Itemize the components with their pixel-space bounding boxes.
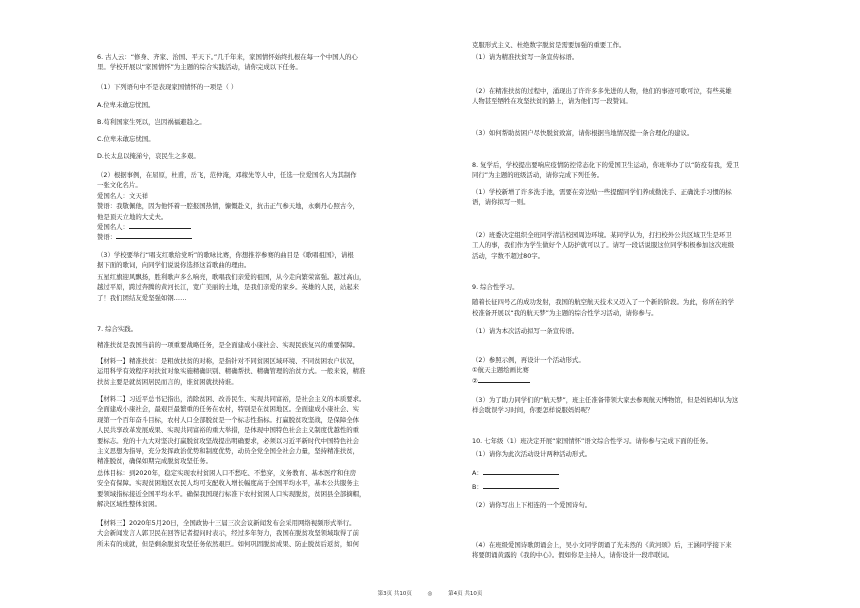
q9-stem-line-2: 校准备开展以“我的航天梦”为主题的综合性学习活动，请你参与。 (472, 308, 658, 317)
q8-sub1 (472, 187, 818, 208)
q6-lyrics-line-2: 越过平原，跨过奔腾的黄河长江，宽广美丽的土地，是我们亲爱的家乡。英雄的人民，站起来 (97, 283, 360, 292)
q9-stem-line-1: 随着长征四号乙的成功发射，我国的航空航天技术又迈入了一个新的阶段。为此，你所在的学 (472, 298, 735, 307)
q7-m2-line-7: 精准脱贫，确保如期完成脱贫攻坚任务。 (97, 457, 213, 466)
q9-example-1: ①航天主题绘画比赛 (472, 366, 529, 375)
q6-option-a: A.位卑未敢忘忧国。 (97, 101, 155, 109)
q7-m2-line-6: 主义思想为指导，充分发挥政治优势和制度优势，动员全党全国全社会力量，坚持精准扶贫， (97, 447, 360, 456)
q7-sub3 (472, 128, 818, 138)
q7-sub2 (472, 86, 818, 107)
q7-sub2-line-1: （2）在精准扶贫的过程中，涌现出了许许多多先进的人物，他们的事迹可歌可泣，有些英雄 (472, 87, 732, 95)
q6-sub3-line-2: 据下面的歌词，向同学们说说你选择这首歌曲的理由。 (97, 261, 251, 270)
q6-blank-praise-label: 赞语： (97, 233, 117, 242)
q6-sub1-text: （1）下列语句中不是表现家国情怀的一项是（ ） (97, 83, 238, 91)
q10-stem: 10. 七年级（1）班决定开展“家国情怀”语文综合性学习。请你参与完成下面的任务。 (472, 437, 713, 445)
q9-sub1-line: （1）请为本次活动拟写一条宣传语。 (472, 327, 579, 335)
q9-example-2-line[interactable] (478, 376, 530, 383)
q10-answer-b-label: B： (472, 483, 483, 492)
q10-sub2 (472, 500, 818, 510)
question-6 (97, 52, 427, 73)
q9-sub3-line-2: 样会耽误学习时间，你要怎样说服妈妈呢？ (472, 406, 594, 415)
q7-sub3-line: （3）如何帮助贫困户尽快脱贫致富，请你根据当地情况提一条合理化的建议。 (472, 129, 694, 137)
q6-option-d: D.长太息以掩涕兮，哀民生之多艰。 (97, 152, 200, 160)
q7-m3-line-1: 【材料三】2020年5月20日，全国政协十三届三次会议新闻发布会采用网络视频形式举行。 (97, 519, 356, 527)
q8-stem-line-1: 8. 复学后，学校提出要响应疫情防控常态化下的爱国卫生运动，你班举办了以“防疫有我，爱卫 (472, 161, 740, 169)
q7-m3-line-3: 所未有的成就，但是剩余脱贫攻坚任务依然艰巨。如何巩固脱贫成果、防止脱贫后返贫，如何 (97, 539, 360, 548)
q6-sample-praise-2: 他是顶天立地的大丈夫。 (97, 212, 168, 221)
q6-stem-line-2: 里。学校开展以“家国情怀”为主题的综合实践活动，请你完成以下任务。 (97, 63, 302, 72)
q6-blank-name-line[interactable] (129, 222, 191, 229)
q10-answer-b-row (472, 482, 818, 492)
q7-material-2 (97, 394, 427, 467)
q9-sub3-line-1: （3）为了助力同学们的“航天梦”，班主任准备带领大家去参观航天博物馆，但是妈妈却认为这 (472, 396, 739, 404)
q9-example-2-row (472, 376, 818, 386)
right-page-number: 第4页 共10页 (448, 591, 483, 597)
q10-answer-b-line[interactable] (483, 482, 559, 489)
q6-blank-praise-row (97, 232, 427, 242)
q10-sub2-line: （2）请你写出上下相连的一个爱国诗句。 (472, 501, 592, 509)
q6-sub2 (97, 170, 427, 243)
q7-goal-line-4: 解决区域性整体贫困。 (97, 500, 161, 509)
q10-sub4-line-2: 将要朗诵黄露的《我的中心》。假如你是主持人，请你设计一段串联词。 (472, 551, 674, 560)
q8-sub1-line-2: 语，请你拟写一则。 (472, 198, 530, 207)
q8-sub2-line-3: 活动，字数不超过80字。 (472, 251, 545, 260)
q7-m2-line-5: 要标志。党的十九大对坚决打赢脱贫攻坚战提出明确要求，必须以习近平新时代中国特色社会 (97, 436, 360, 445)
q6-sub2-line-2: 一张文化名片。 (97, 181, 142, 190)
q6-lyrics-line-3: 了！我们团结友爱坚强如钢…… (97, 293, 187, 302)
q7-m2-line-4: 人民共享改革发展成果、实现共同富裕的重大举措，是体现中国特色社会主义制度优越性的重 (97, 426, 360, 435)
question-9 (472, 282, 818, 318)
q9-sub3 (472, 395, 818, 416)
q7-m1-line-1: 【材料一】精准扶贫：是粗放扶贫的对称，是指针对不同贫困区域环境、不同贫困农户状况， (97, 357, 360, 365)
q7-continuation (472, 40, 818, 63)
q6-sub2-line-1: （2）根据事例，在屈原，杜甫，岳飞，范仲淹，邓稼先等人中，任选一位爱国名人为其制作 (97, 171, 357, 179)
left-page-number: 第3页 共10页 (377, 591, 412, 597)
question-10 (472, 436, 818, 460)
q7-cont-line: 克服形式主义、杜绝数字脱贫是需要加强的重要工作。 (472, 41, 626, 49)
fold-mark: ◎ (427, 591, 433, 597)
q9-sub2 (472, 355, 818, 386)
q6-sub1 (97, 82, 427, 92)
q7-m1-line-2: 运用科学有效程序对扶贫对象实施精确识别、精确帮扶、精确管理的治贫方式。一般来说，精准 (97, 367, 366, 376)
question-8 (472, 160, 818, 181)
question-7 (97, 324, 427, 351)
q6-sub3-line-1: （3）学校要举行“唱支红歌给党听”的歌咏比赛，你想推荐参赛的曲目是《歌唱祖国》，请根 (97, 251, 354, 259)
q8-stem-line-2: 同行”为主题的班级活动，请你完成下列任务。 (472, 171, 604, 180)
q7-title: 7. 综合实践。 (97, 325, 138, 333)
q7-m3-line-2: 大会新闻发言人郭卫民在回答记者提问时表示，经过多年努力，我国在脱贫攻坚领域取得了前 (97, 529, 360, 538)
q9-sub2-line: （2）参照示例，再设计一个活动形式。 (472, 356, 585, 364)
q6-sub3 (97, 250, 427, 271)
q7-m1-line-3: 扶贫主要是就贫困居民而言的，谁贫困就扶持谁。 (97, 377, 238, 386)
q8-sub2-line-2: 工人的事，我们作为学生做好个人防护就可以了。请写一段话说服这位同学积极参加这次班级 (472, 241, 735, 250)
q7-intro: 精准扶贫是我国当前的一项重要战略任务，是全面建成小康社会、实现民族复兴的重要保障。 (97, 341, 360, 350)
q6-option-c: C.位卑未敢忘忧国。 (97, 135, 155, 143)
q7-m2-line-2: 全面建成小康社会，最艰巨最繁重的任务在农村，特别是在贫困地区。全面建成小康社会、实 (97, 405, 360, 414)
q6-sample-praise-1: 赞语：我敬佩他，因为他怀着一腔报国热情，慷慨赴义，抗击正气参天地，永剩丹心照古今， (97, 202, 360, 211)
q7-goal-line-3: 要领域指标接近全国平均水平。确保我国现行标准下农村贫困人口实现脱贫，贫困县全部摘帽， (97, 489, 366, 498)
q10-answers (472, 468, 818, 493)
q7-m2-line-1: 【材料二】习近平总书记指出，消除贫困、改善民生、实现共同富裕，是社会主义的本质要求。 (97, 395, 366, 403)
q6-blank-name-row (97, 222, 427, 232)
q7-material-3 (97, 518, 427, 549)
q7-goal-line-2: 安全有保障。实现贫困地区农民人均可支配收入增长幅度高于全国平均水平，基本公共服务主 (97, 479, 360, 488)
page-footer (0, 589, 860, 597)
q8-sub2-line-1: （2）班委决定组织全班同学清洁校园周边环境。某同学认为，打扫校外公共区域卫生是环卫 (472, 231, 732, 239)
q8-sub1-line-1: （1）学校新增了许多洗手池，需要在旁边贴一些提醒同学们养成勤洗手、正确洗手习惯的标 (472, 188, 732, 196)
q7-sub2-line-2: 人物甚至牺牲在攻坚扶贫的路上，请为他们写一段赞词。 (472, 97, 632, 106)
q6-stem-line-1: 6. 古人云：“修身、齐家、治国、平天下。”几千年来，家国情怀始终扎根在每一个中国人的心 (97, 53, 358, 61)
q9-title: 9. 综合性学习。 (472, 283, 519, 291)
q6-lyrics-line-1: 五星红旗迎风飘扬，胜利歌声多么响亮，歌唱我们亲爱的祖国，从今走向繁荣富强。越过高山， (97, 273, 366, 281)
q6-lyrics (97, 272, 427, 303)
q6-options (97, 100, 427, 161)
q10-answer-a-label: A： (472, 469, 483, 477)
q7-goal (97, 468, 427, 510)
q6-sample-name: 爱国名人：文天祥 (97, 191, 149, 200)
q7-m2-line-3: 现第一个百年奋斗目标，农村人口全部脱贫是一个标志性指标。打赢脱贫攻坚战，是保障全体 (97, 415, 360, 424)
q6-blank-name-label: 爱国名人： (97, 223, 129, 232)
q7-sub1: （1）请为精准扶贫写一条宣传标语。 (472, 53, 579, 62)
q7-material-1 (97, 356, 427, 387)
q6-option-b: B.苟利国家生死以，岂因祸福避趋之。 (97, 118, 206, 126)
q9-sub1 (472, 326, 818, 336)
q8-sub2 (472, 230, 818, 261)
q10-sub4-line-1: （4）在班级爱国诗歌朗诵会上，吴小文同学朗诵了光未然的《黄河颂》后，王涵同学接下来 (472, 541, 732, 549)
q10-answer-a-row (472, 468, 818, 478)
q10-answer-a-line[interactable] (483, 468, 559, 475)
q6-blank-praise-line[interactable] (116, 232, 192, 239)
q9-example-2-label: ② (472, 376, 478, 385)
q10-sub1: （1）请你为此次活动设计两种活动形式。 (472, 450, 592, 459)
q10-sub4 (472, 540, 818, 561)
right-page (427, 0, 860, 608)
q7-goal-line-1: 总体目标：到2020年，稳定实现农村贫困人口不愁吃、不愁穿，义务教育、基本医疗和住房 (97, 469, 357, 477)
